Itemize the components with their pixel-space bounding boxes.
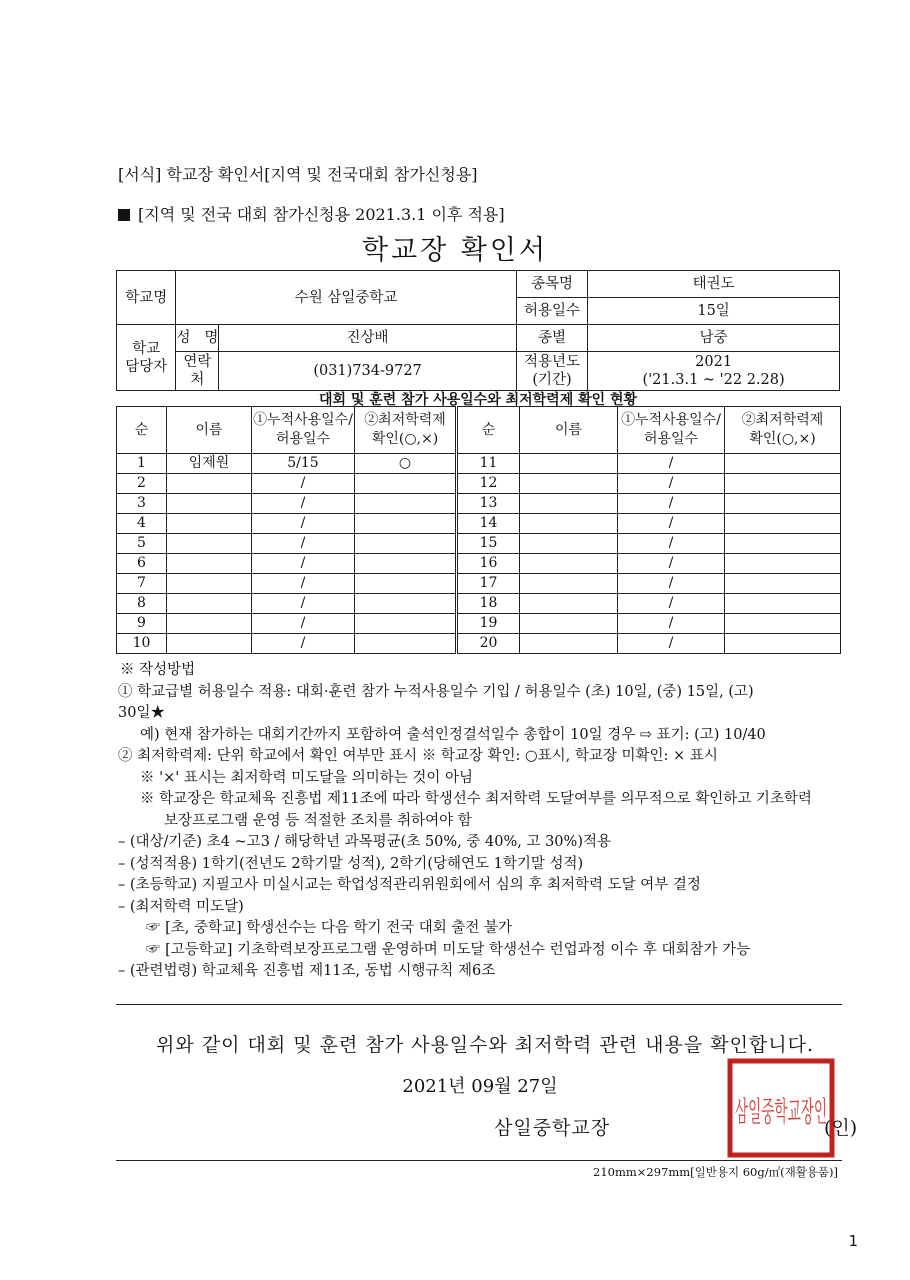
cell-no: 12 [457,474,520,494]
cell-check [355,514,457,534]
cell-check [355,554,457,574]
cell-name: 임제원 [167,454,252,474]
cell-days: / [252,494,355,514]
cell-check [725,534,841,554]
cell-days: / [252,614,355,634]
square-bullet-icon [118,209,130,221]
cell-name [167,574,252,594]
year-value: 2021 [695,354,733,370]
cell-check [725,574,841,594]
event-value: 태권도 [588,271,840,298]
allowed-value: 15일 [588,298,840,325]
table-row [117,454,841,474]
cell-check [355,614,457,634]
cell-no: 18 [457,594,520,614]
cell-name [520,474,618,494]
cell-days: / [618,494,725,514]
cell-name [167,594,252,614]
table-row [117,474,841,494]
form-label: [서식] 학교장 확인서[지역 및 전국대회 참가신청용] [118,165,478,184]
instructions [118,660,848,983]
school-label: 학교명 [117,271,176,325]
header-check: ②최저학력제 확인(○,×) [725,407,841,454]
table-header-row [117,407,841,454]
cell-check [725,614,841,634]
divider [116,1004,842,1005]
cell-no: 4 [117,514,167,534]
table-title: 대회 및 훈련 참가 사용일수와 최저학력제 확인 현황 [318,392,638,408]
cell-check [355,494,457,514]
cell-no: 17 [457,574,520,594]
cell-days: / [252,554,355,574]
cell-check [355,634,457,654]
cell-name [167,534,252,554]
cell-name [167,494,252,514]
table-row [117,594,841,614]
page-number: 1 [848,1232,858,1250]
principal-title: 삼일중학교장 [494,1117,611,1139]
cell-days: / [252,474,355,494]
cell-no: 19 [457,614,520,634]
school-value: 수원 삼일중학교 [176,271,516,325]
seal-lettering: 삼일중학교장인 [735,1095,827,1128]
cell-check: ○ [355,454,457,474]
cell-name [520,574,618,594]
cell-days: / [252,514,355,534]
note-line: ※ '×' 표시는 최저학력 미도달을 의미하는 것이 아님 [140,769,474,786]
note-line: – (성적적용) 1학기(전년도 2학기말 성적), 2학기(당해연도 1학기말 성적) [118,855,584,872]
school-seal-stamp [727,1058,835,1158]
cell-no: 9 [117,614,167,634]
cell-check [725,554,841,574]
cell-no: 11 [457,454,520,474]
cell-name [167,554,252,574]
cell-name [520,634,618,654]
cell-no: 6 [117,554,167,574]
cell-name [520,454,618,474]
cell-check [355,574,457,594]
cell-days: / [618,474,725,494]
gender-label: 종별 [516,325,587,352]
info-row [117,325,840,352]
cell-name [520,494,618,514]
table-row [117,554,841,574]
header-no: 순 [117,407,167,454]
cell-check [725,494,841,514]
cell-check [725,454,841,474]
cell-days: / [618,554,725,574]
cell-days: / [618,634,725,654]
table-row [117,494,841,514]
cell-no: 3 [117,494,167,514]
cell-no: 16 [457,554,520,574]
period-value: ('21.3.1 ~ '22 2.28) [642,372,785,388]
cell-check [725,634,841,654]
cell-no: 15 [457,534,520,554]
cell-no: 5 [117,534,167,554]
page-title: 학교장 확인서 [361,235,549,266]
table-row [117,534,841,554]
cell-days: / [252,534,355,554]
cell-no: 1 [117,454,167,474]
cell-no: 2 [117,474,167,494]
cell-check [355,534,457,554]
note-line: – (최저학력 미도달) [118,898,244,915]
notes-heading: ※ 작성방법 [120,662,196,678]
divider [116,1160,842,1161]
cell-name [520,614,618,634]
seal-mark: (인) [824,1117,858,1139]
notice-text: [지역 및 전국 대회 참가신청용 2021.3.1 이후 적용] [138,205,505,224]
cell-days: / [618,594,725,614]
cell-days: / [252,574,355,594]
cell-no: 14 [457,514,520,534]
cell-name [520,554,618,574]
cell-days: / [618,614,725,634]
cell-check [725,474,841,494]
note-line: – (대상/기준) 초4 ~고3 / 해당학년 과목평균(초 50%, 중 40%, 고 30%)적용 [118,834,611,850]
note-line: ☞ [고등학교] 기초학력보장프로그램 운영하며 미도달 학생선수 런업과정 이수 후 대회참가 가능 [146,941,751,958]
cell-check [725,594,841,614]
gender-value: 남중 [588,325,840,352]
event-label: 종목명 [516,271,587,298]
table-row [117,614,841,634]
name-value: 진상배 [219,325,516,352]
cell-check [355,474,457,494]
note-line: – (관련법령) 학교체육 진흥법 제11조, 동법 시행규칙 제6조 [118,963,496,979]
contact-value: (031)734-9727 [219,352,516,391]
allowed-label: 허용일수 [516,298,587,325]
header-no: 순 [457,407,520,454]
usage-table [116,406,841,654]
manager-label: 학교 담당자 [117,325,176,391]
year-cell [588,352,840,391]
cell-days: / [618,574,725,594]
note-line: ※ 학교장은 학교체육 진흥법 제11조에 따라 학생선수 최저학력 도달여부를 의무적으로 확인하고 기초학력 [140,791,812,807]
notice-line [118,202,505,225]
note-line: 30일★ [118,705,165,721]
header-days: ①누적사용일수/ 허용일수 [252,407,355,454]
cell-name [167,634,252,654]
header-check: ②최저학력제 확인(○,×) [355,407,457,454]
cell-days: / [618,454,725,474]
info-row [117,271,840,298]
table-row [117,514,841,534]
issue-date: 2021년 09월 27일 [402,1076,558,1097]
cell-name [167,514,252,534]
cell-no: 13 [457,494,520,514]
table-row [117,634,841,654]
cell-no: 10 [117,634,167,654]
contact-label: 연락처 [176,352,219,391]
cell-name [520,594,618,614]
cell-days: / [252,594,355,614]
cell-days: / [252,634,355,654]
cell-name [167,474,252,494]
cell-no: 7 [117,574,167,594]
name-label: 성 명 [176,325,219,352]
note-line: 보장프로그램 운영 등 적절한 조치를 취하여야 함 [164,812,472,829]
cell-no: 20 [457,634,520,654]
cell-no: 8 [117,594,167,614]
header-name: 이름 [167,407,252,454]
cell-days: 5/15 [252,454,355,474]
note-line: – (초등학교) 지필고사 미실시교는 학업성적관리위원회에서 심의 후 최저학력 도달 여부 결정 [118,877,701,893]
cell-name [520,514,618,534]
info-table [116,270,840,391]
cell-days: / [618,534,725,554]
cell-check [355,594,457,614]
table-row [117,574,841,594]
header-days: ①누적사용일수/ 허용일수 [618,407,725,454]
note-line: ② 최저학력제: 단위 학교에서 확인 여부만 표시 ※ 학교장 확인: ○표시, 학교장 미확인: × 표시 [118,748,718,764]
cell-check [725,514,841,534]
cell-name [167,614,252,634]
note-line: 예) 현재 참가하는 대회기간까지 포함하여 출석인정결석일수 총합이 10일 경우 ⇨ 표기: (고) 10/40 [140,726,766,743]
cell-name [520,534,618,554]
header-name: 이름 [520,407,618,454]
cell-days: / [618,514,725,534]
year-label: 적용년도 (기간) [516,352,587,391]
info-row [117,352,840,391]
note-line: ☞ [초, 중학교] 학생선수는 다음 학기 전국 대회 출전 불가 [146,920,513,936]
note-line: ① 학교급별 허용일수 적용: 대회·훈련 참가 누적사용일수 기입 / 허용일수 (초) 10일, (중) 15일, (고) [118,683,754,700]
paper-spec: 210mm×297mm[일반용지 60g/㎡(재활용품)] [593,1165,838,1179]
confirm-statement: 위와 같이 대회 및 훈련 참가 사용일수와 최저학력 관련 내용을 확인합니다. [155,1034,815,1056]
